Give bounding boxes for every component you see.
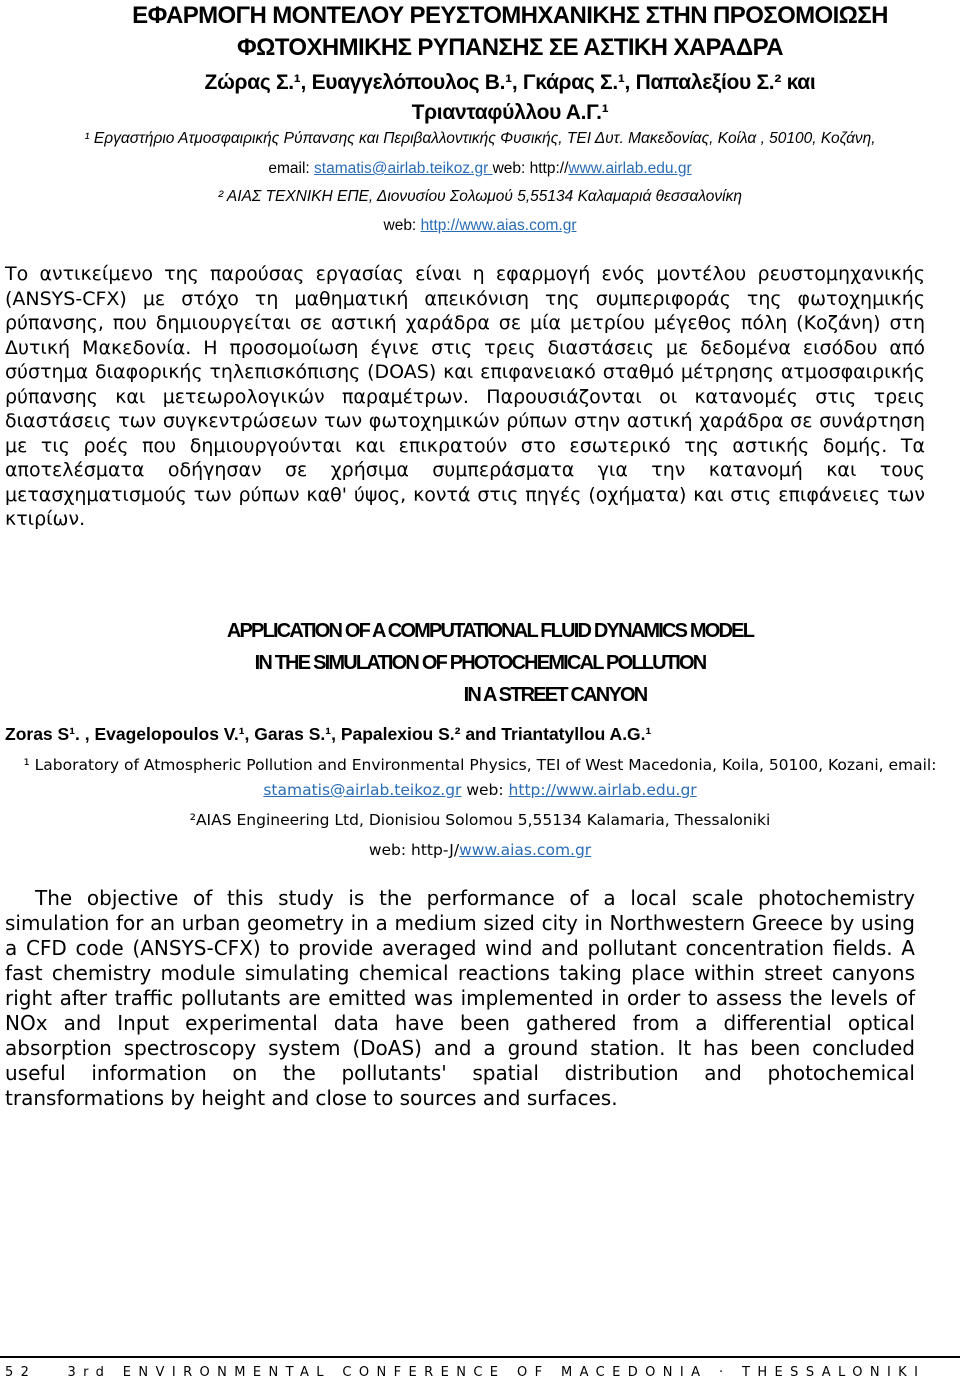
greek-title-line-2: ΦΩΤΟΧΗΜΙΚΗΣ ΡΥΠΑΝΣΗΣ ΣΕ ΑΣΤΙΚΗ ΧΑΡΑΔΡΑ (237, 34, 783, 61)
greek-title-line-1: ΕΦΑΡΜΟΓΗ ΜΟΝΤΕΛΟΥ ΡΕΥΣΤΟΜΗΧΑΝΙΚΗΣ ΣΤΗΝ ΠΡΟΣΟΜΟΙΩΣΗ (132, 2, 888, 29)
web-label: web: http:// (492, 160, 569, 177)
english-authors: Zoras S¹. , Evagelopoulos V.¹, Garas S.¹, Papalexiou S.² and Triantatyllou A.G.¹ (5, 724, 652, 744)
english-title-line-2: IN THE SIMULATION OF PHOTOCHEMICAL POLLUTION (254, 652, 706, 674)
english-affiliation-1-contact (0, 781, 960, 799)
english-abstract: The objective of this study is the performance of a local scale photochemistry simulation for an urban geometry in a medium sized city in Northwestern Greece by using a CFD code (ANSYS-CFX) to provide averaged wind and pollutant concentration fields. A fast chemistry module simulating chemical reactions taking place within street canyons right after traffic pollutants are emitted was implemented in order to assess the levels of NOx and Input experimental data have been gathered from a differential optical absorption spectroscopy system (DoAS) and a ground station. It has been concluded useful information on the pollutants' spatial distribution and photochemical transformations by height and close to sources and surfaces. (5, 886, 915, 1110)
running-title: 3rd ENVIRONMENTAL CONFERENCE OF MACEDONIA · THESSALONIKI (67, 1365, 926, 1380)
aias-english-web-link[interactable]: www.aias.com.gr (459, 841, 592, 859)
english-affiliation-2: ²AIAS Engineering Ltd, Dionisiou Solomou 5,55134 Kalamaria, Thessaloniki (189, 811, 771, 829)
english-affiliation-2-contact (0, 841, 960, 859)
greek-affiliation-2: ² ΑΙΑΣ ΤΕΧΝΙΚΗ ΕΠΕ, Διονυσίου Σολωμού 5,55134 Καλαμαριά θεσσαλονίκη (218, 188, 742, 205)
greek-authors-line-1: Ζώρας Σ.¹, Ευαγγελόπουλος Β.¹, Γκάρας Σ.¹, Παπαλεξίου Σ.² και (204, 71, 816, 94)
english-title-line-1: APPLICATION OF A COMPUTATIONAL FLUID DYNAMICS MODEL (226, 620, 754, 642)
greek-affiliation-1: ¹ Εργαστήριο Ατμοσφαιρικής Ρύπανσης και Περιβαλλοντικής Φυσικής, ΤΕΙ Δυτ. Μακεδονίας, Κοίλα , 50100, Κοζάνη, (84, 130, 876, 147)
email-label: email: (268, 160, 315, 177)
footer-rule (0, 1356, 960, 1358)
web-label: web: (461, 781, 509, 799)
greek-authors-line-2: Τριανταφύλλου Α.Γ.¹ (411, 101, 609, 124)
web-label: web: http-J/ (368, 841, 460, 859)
english-affiliation-1: ¹ Laboratory of Atmospheric Pollution and Environmental Physics, TEI of West Macedonia, Koila, 50100, Kozani, email: (23, 756, 937, 774)
greek-affiliation-1-contact (0, 160, 960, 178)
greek-affiliation-2-contact (0, 217, 960, 235)
greek-email-link[interactable]: stamatis@airlab.teikoz.gr (314, 160, 493, 177)
greek-web-link[interactable]: www.airlab.edu.gr (568, 160, 692, 177)
web-label: web: (383, 217, 421, 234)
aias-web-link[interactable]: http://www.aias.com.gr (420, 217, 577, 234)
page-footer (5, 1365, 925, 1380)
page-number: 52 (5, 1365, 37, 1380)
english-title-line-3: IN A STREET CANYON (463, 684, 647, 706)
english-email-link[interactable]: stamatis@airlab.teikoz.gr (263, 781, 462, 799)
greek-abstract: Το αντικείμενο της παρούσας εργασίας είναι η εφαρμογή ενός μοντέλου ρευστομηχανικής (ANSYS-CFX) με στόχο τη μαθηματική απεικόνιση της συμπεριφοράς της φωτοχημικής ρύπανσης, που δημιουργείται σε αστική χαράδρα σε μία μετρίου μέγεθος πόλη (Κοζάνη) στη Δυτική Μακεδονία. Η προσομοίωση έγινε στις τρεις διαστάσεις με δεδομένα εισόδου από σύστημα διαφορικής τηλεπισκόπισης (DOAS) και επιφανειακό σταθμό μέτρησης ατμοσφαιρικής ρύπανσης και μετεωρολογικών παραμέτρων. Παρουσιάζονται οι κατανομές στις τρεις διαστάσεις των συγκεντρώσεων των φωτοχημικών ρύπων στην αστική χαράδρα σε συνάρτηση με τις ροές που δημιουργούνται και επικρατούν στο εσωτερικό της αστικής δομής. Τα αποτελέσματα οδήγησαν σε χρήσιμα συμπεράσματα για την κατανομή και τους μετασχηματισμούς των ρύπων καθ' ύψος, κοντά στις πηγές (οχήματα) και στις επιφάνειες των κτιρίων. (5, 263, 925, 530)
english-web-link[interactable]: http://www.airlab.edu.gr (508, 781, 697, 799)
